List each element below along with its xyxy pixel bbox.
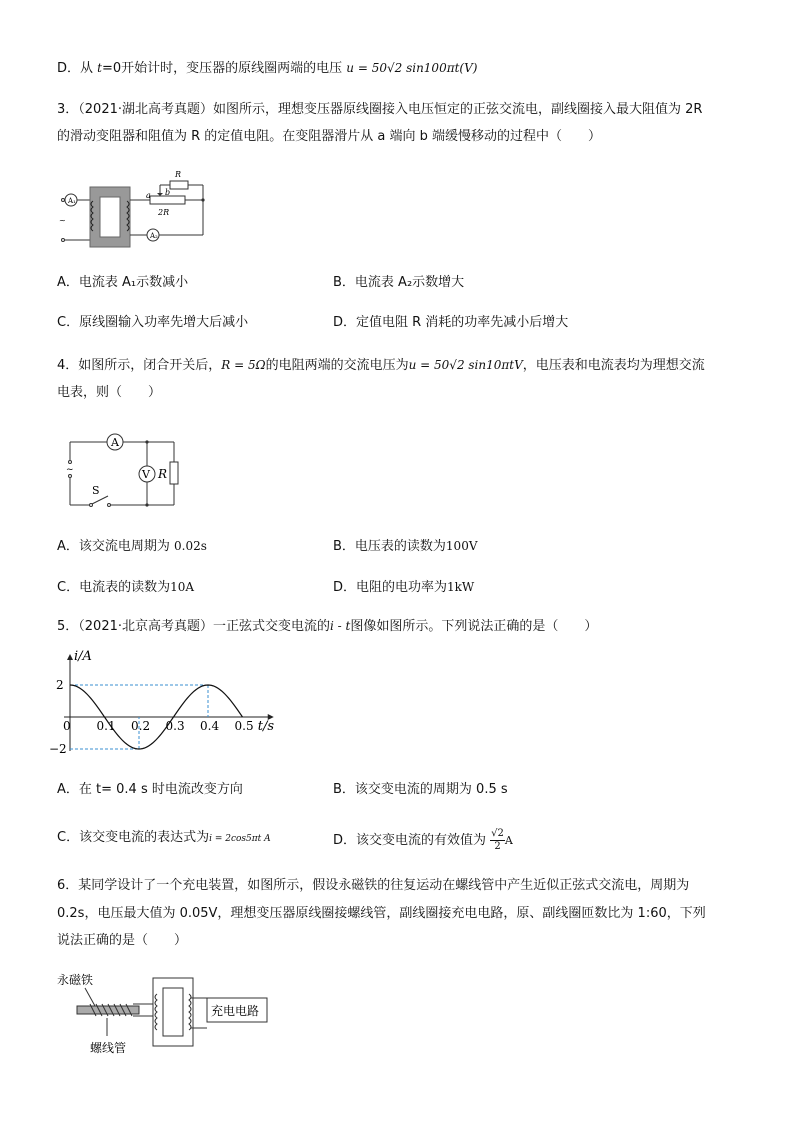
q3-stem-line1: 3．（2021·湖北高考真题）如图所示，理想变压器原线圈接入电压恒定的正弦交流电，副线圈接入最大阻值为 2R <box>57 102 703 117</box>
rheostat <box>150 196 185 204</box>
resistor <box>170 462 178 484</box>
r-label: R <box>175 170 182 179</box>
a1-label: A₁ <box>68 197 76 205</box>
q6-stem-line3: 说法正确的是（ ） <box>57 933 188 948</box>
q2-option-d-text: =0开始计时，变压器的原线圈两端的电压 <box>101 61 343 76</box>
q3-option-a: A．电流表 A₁示数减小 <box>57 275 189 290</box>
q2-option-d-label: D．从 <box>57 61 98 76</box>
switch <box>92 496 108 504</box>
y-axis-label: i/A <box>74 649 92 664</box>
b-label: b <box>165 188 171 197</box>
q3-circuit-figure <box>55 165 215 250</box>
solenoid-label: 螺线管 <box>90 1041 127 1055</box>
x-axis-label: t/s <box>257 719 275 734</box>
q4-option-d-label: D．电阻的电功率为 <box>333 580 448 595</box>
q5-stem <box>57 616 597 637</box>
q4-option-a-value: 0.02s <box>174 539 207 553</box>
q5-option-d-label: D．该交变电流的有效值为 <box>333 833 487 848</box>
q4-stem-line1 <box>57 355 705 376</box>
q4-option-d <box>333 577 474 598</box>
switch-label: S <box>92 484 100 497</box>
q4-option-b-label: B．电压表的读数为 <box>333 539 446 554</box>
q5-option-b: B．该交变电流的周期为 0.5 s <box>333 782 508 797</box>
x-tick-label: 0 <box>63 719 71 733</box>
q5-it-graph <box>50 650 290 760</box>
charging-circuit-label: 充电电路 <box>211 1004 260 1018</box>
q4-stem-part1: 4．如图所示，闭合开关后， <box>57 358 222 373</box>
q5-option-c-formula: i = 2cos5πt A <box>209 834 271 844</box>
ammeter-label: A <box>111 436 119 449</box>
fraction-numerator: √2 <box>491 828 504 839</box>
y-axis-arrow <box>67 654 73 660</box>
q4-option-d-value: 1kW <box>447 580 475 594</box>
q4-option-a-label: A．该交流电周期为 <box>57 539 175 554</box>
q5-option-d-fraction <box>490 828 505 853</box>
q5-stem-part1: 5．（2021·北京高考真题）一正弦式交变电流的 <box>57 619 330 634</box>
q4-option-b-value: 100V <box>445 539 478 553</box>
q3-stem-line2: 的滑动变阻器和阻值为 R 的定值电阻。在变阻器滑片从 a 端向 b 端缓慢移动的过程中（ ） <box>57 129 602 144</box>
q6-stem-line2: 0.2s，电压最大值为 0.05V，理想变压器原线圈接螺线管，副线圈接充电电路，原、副线圈匝数比为 1:60，下列 <box>57 906 706 921</box>
q3-option-c: C．原线圈输入功率先增大后减小 <box>57 315 249 330</box>
fixed-resistor <box>170 181 188 189</box>
q5-option-d-unit: A <box>504 834 513 847</box>
q6-charging-device-figure <box>55 970 285 1060</box>
x-tick-label: 0.5 <box>234 719 254 733</box>
y-tick-label: 2 <box>56 678 64 692</box>
q4-option-a <box>57 536 207 557</box>
y-tick-label: −2 <box>49 742 67 756</box>
fraction-denominator: 2 <box>494 841 501 852</box>
q5-i-t: i - t <box>330 619 351 633</box>
q6-stem-line1: 6．某同学设计了一个充电装置，如图所示，假设永磁铁的往复运动在螺线管中产生近似正弦式交流电，周期为 <box>57 878 690 893</box>
q3-option-d: D．定值电阻 R 消耗的功率先减小后增大 <box>333 315 569 330</box>
q5-option-c <box>57 828 271 849</box>
x-tick-label: 0.3 <box>165 719 185 733</box>
ac-source-label: ~ <box>66 465 74 475</box>
ac-source-label: ~ <box>59 216 66 225</box>
resistor-label: R <box>158 467 168 481</box>
t-variable: t <box>97 61 102 75</box>
x-tick-label: 0.1 <box>96 719 116 733</box>
q4-voltage-formula: u = 50√2 sin10πtV <box>408 358 523 372</box>
q5-option-a: A．在 t= 0.4 s 时电流改变方向 <box>57 782 243 797</box>
q4-option-c-value: 10A <box>170 580 195 594</box>
q4-option-c-label: C．电流表的读数为 <box>57 580 171 595</box>
q4-stem-part3: ，电压表和电流表均为理想交流 <box>522 358 705 373</box>
magnet-label: 永磁铁 <box>57 973 94 987</box>
q4-circuit-figure <box>62 430 192 510</box>
x-tick-label: 0.4 <box>200 719 220 733</box>
q3-option-b: B．电流表 A₂示数增大 <box>333 275 465 290</box>
q4-stem-part2: 的电阻两端的交流电压为 <box>265 358 409 373</box>
q4-stem-line2: 电表，则（ ） <box>57 385 162 400</box>
q4-resistance: R = 5Ω <box>221 358 266 372</box>
q5-stem-part2: 图像如图所示。下列说法正确的是（ ） <box>350 619 598 634</box>
voltmeter-label: V <box>142 468 150 481</box>
a-label: a <box>146 191 151 200</box>
q4-option-c <box>57 577 194 598</box>
x-tick-label: 0.2 <box>131 719 151 733</box>
a2-label: A₂ <box>150 232 158 240</box>
q5-option-d <box>333 828 513 853</box>
2r-label: 2R <box>158 208 170 217</box>
permanent-magnet <box>77 1006 139 1014</box>
q2-option-d <box>57 58 477 79</box>
q2-voltage-formula: u = 50√2 sin100πt(V) <box>346 61 478 75</box>
q4-option-b <box>333 536 478 557</box>
q5-option-c-label: C．该交变电流的表达式为 <box>57 830 210 845</box>
